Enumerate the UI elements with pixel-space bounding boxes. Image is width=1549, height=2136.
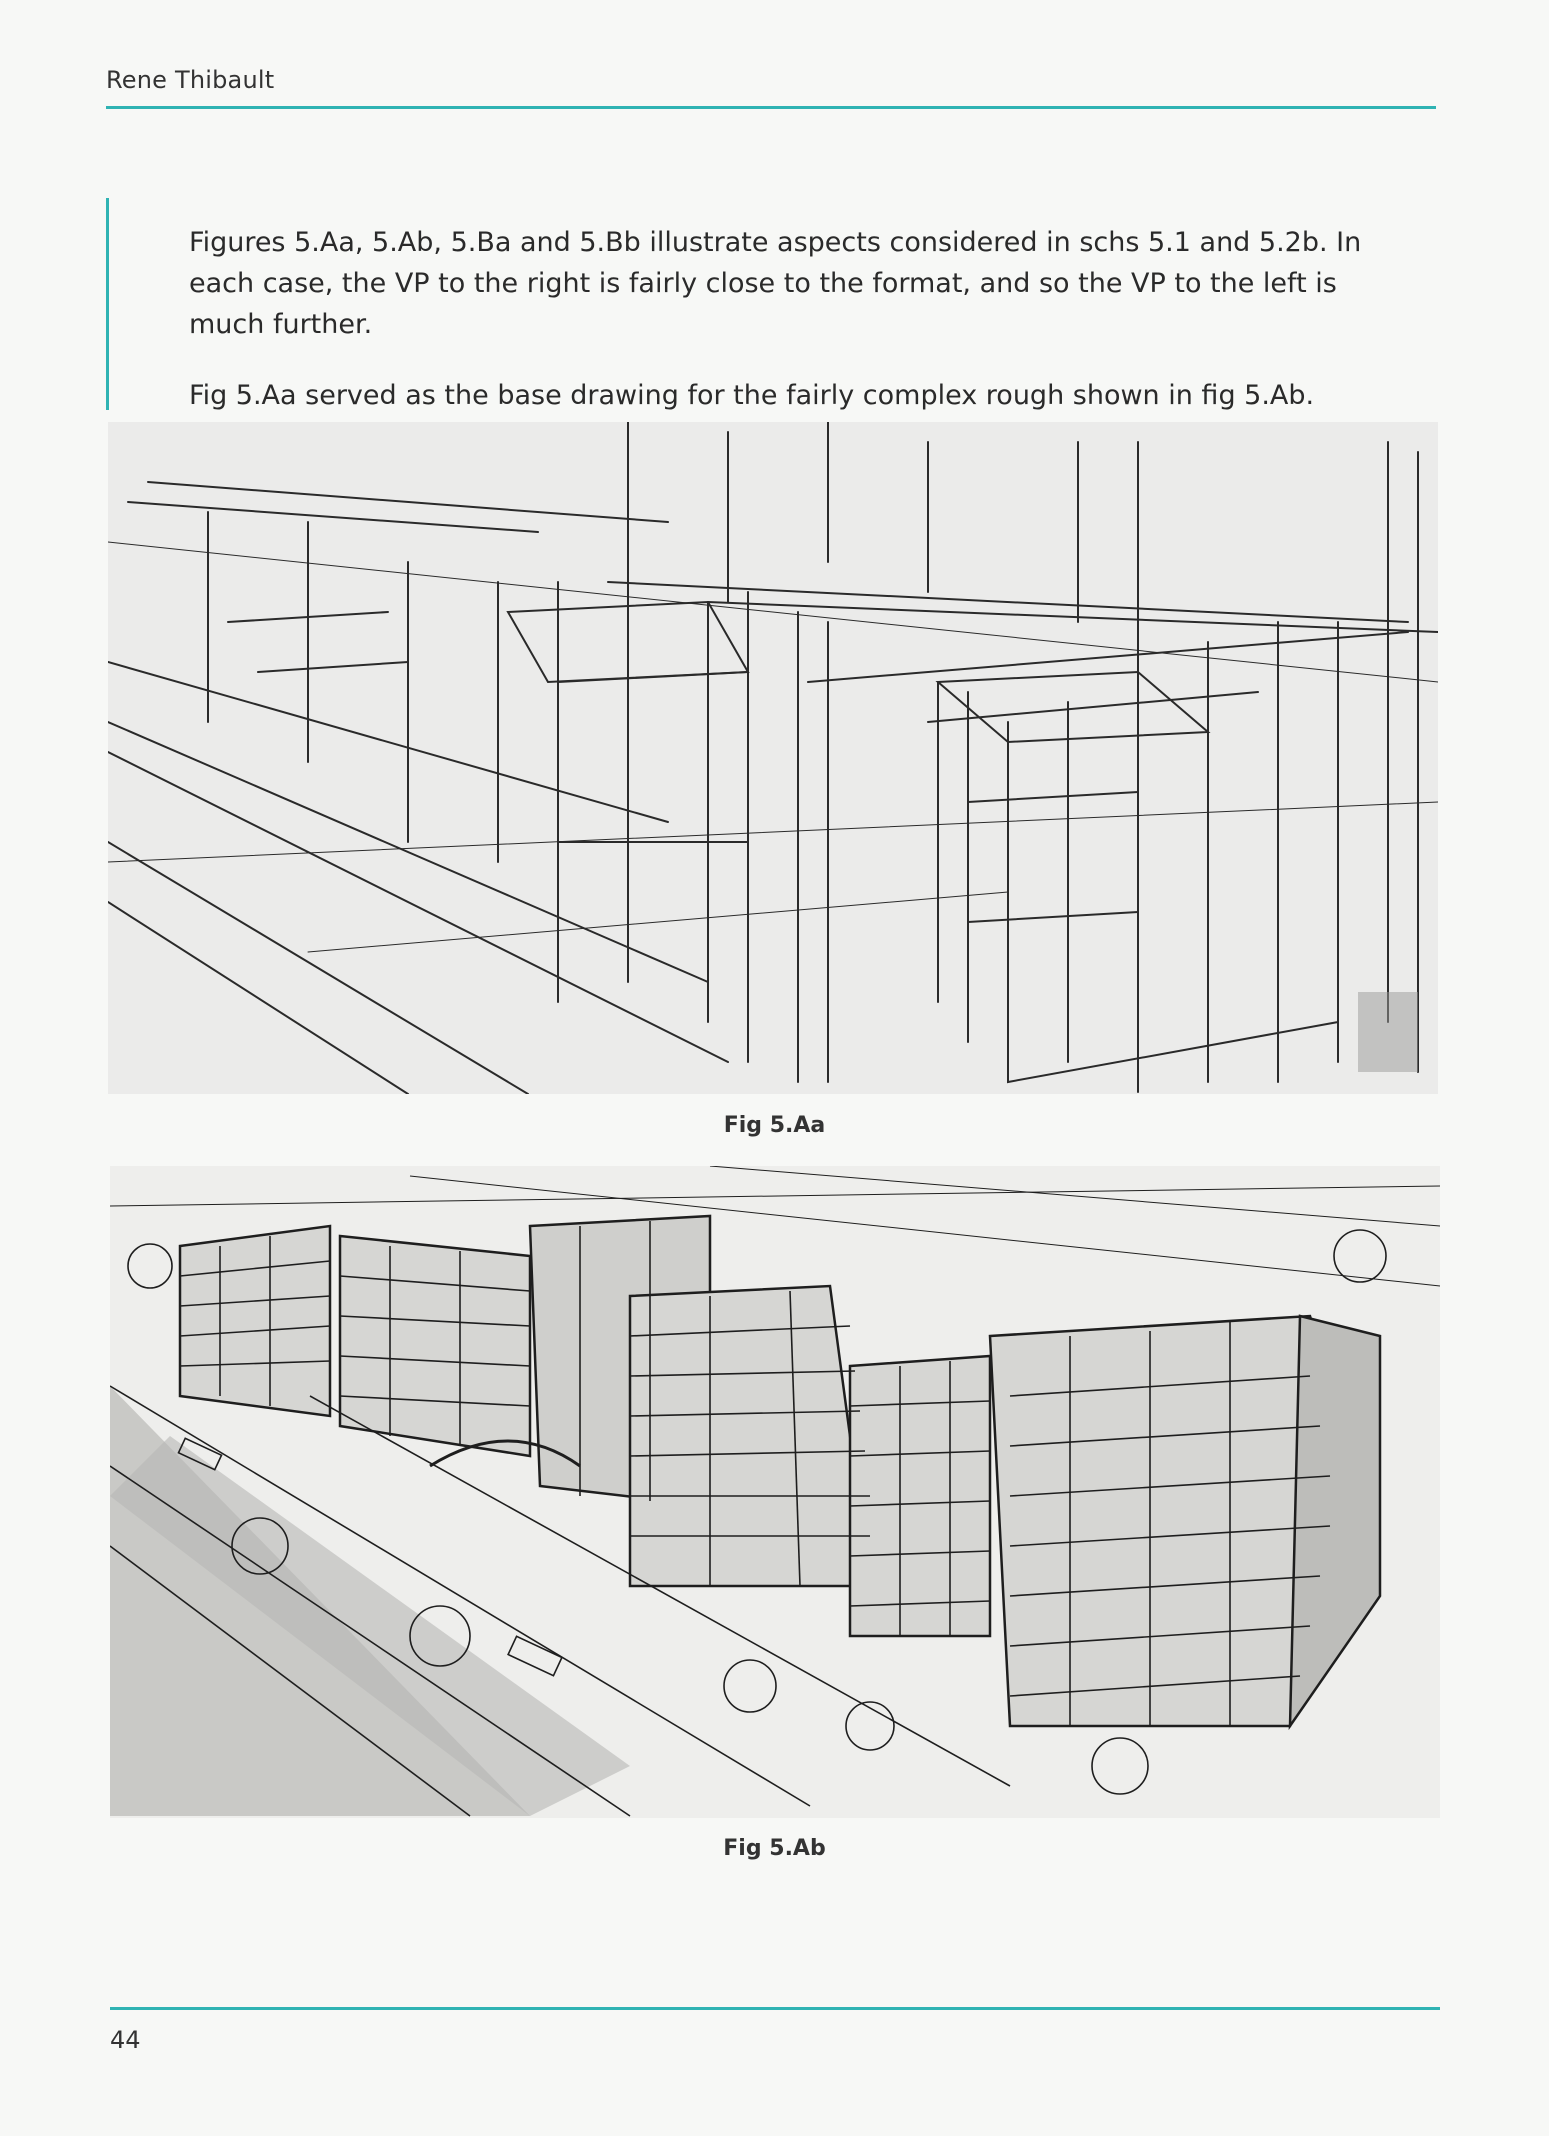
page-number: 44 [110,2026,141,2054]
sketch-5ab-drawing [110,1166,1440,1818]
intro-text-block [189,222,1369,446]
footer-rule [110,2007,1440,2010]
figure-5aa-perspective-sketch [108,422,1438,1094]
running-header-author: Rene Thibault [106,66,275,94]
header-rule [106,106,1436,109]
figure-5ab-caption: Fig 5.Ab [723,1836,826,1861]
intro-side-bar [106,198,109,410]
figure-5ab-rendered-rough [110,1166,1440,1818]
figure-5aa-caption: Fig 5.Aa [723,1113,826,1138]
sketch-5aa-drawing [108,422,1438,1094]
intro-paragraph-2: Fig 5.Aa served as the base drawing for the fairly complex rough shown in fig 5.Ab. [189,380,1315,411]
intro-paragraph-1: Figures 5.Aa, 5.Ab, 5.Ba and 5.Bb illustrate aspects considered in schs 5.1 and 5.2b. In each case, the VP to the right is fairly close to the format, and so the VP to the left is much further. [189,227,1362,340]
